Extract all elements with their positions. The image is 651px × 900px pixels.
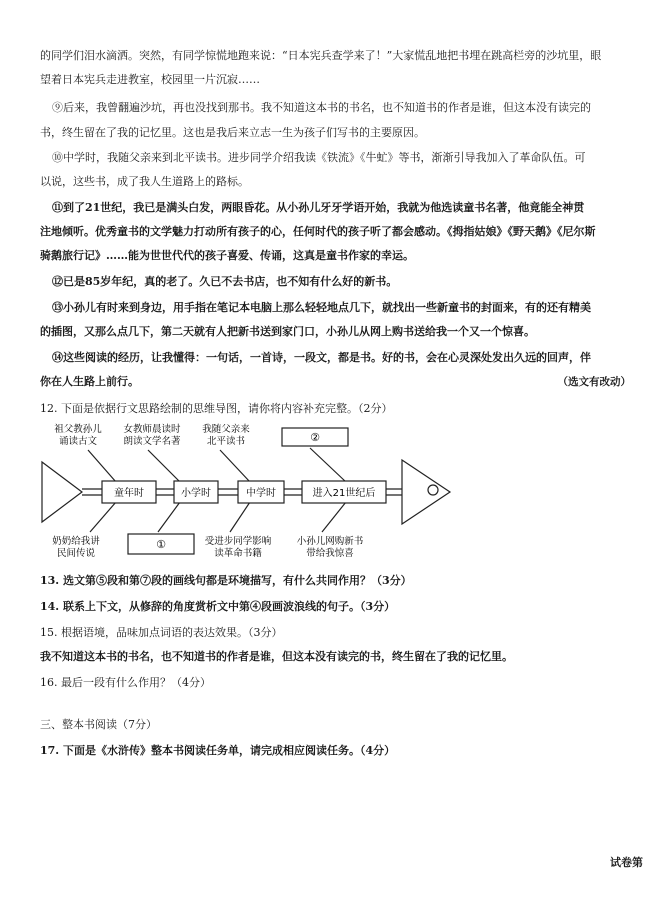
top-label: 女教师晨读时 [123, 424, 181, 435]
source-note: （选文有改动） [557, 376, 631, 388]
top-label: 我随父亲来 [202, 424, 250, 435]
passage-line: ⑭这些阅读的经历，让我懂得：一句话，一首诗，一段文，都是书。好的书，会在心灵深处发出久远的回声，伴 [52, 351, 591, 364]
passage-line: ⑩中学时，我随父亲来到北平读书。进步同学介绍我读《铁流》《牛虻》等书，渐渐引导我加入了革命队伍。可 [52, 151, 586, 164]
bottom-label: 带给我惊喜 [306, 548, 354, 559]
blank-marker: ② [310, 431, 320, 444]
spine-label: 进入21世纪后 [312, 488, 376, 499]
blank-marker: ① [156, 538, 166, 551]
bottom-label: 小孙儿网购新书 [296, 536, 364, 547]
fishbone-diagram [30, 420, 470, 560]
passage-line: 的同学们泪水滴洒。突然，有同学惊慌地跑来说：“日本宪兵查学来了！”大家慌乱地把书埋在跳高栏旁的沙坑里，眼 [40, 49, 602, 62]
top-label: 诵读古文 [58, 436, 98, 447]
spine-label: 童年时 [114, 488, 144, 499]
top-label: 北平读书 [206, 436, 246, 447]
spine-label: 小学时 [181, 488, 211, 499]
spine-label: 中学时 [246, 488, 276, 499]
question-12: 12. 下面是依据行文思路绘制的思维导图，请你将内容补充完整。（2分） [40, 402, 393, 415]
fish-tail [42, 462, 82, 522]
passage-line: 你在人生路上前行。 [40, 375, 139, 388]
passage-line: 望着日本宪兵走进教室，校园里一片沉寂…… [40, 73, 260, 86]
section-heading: 三、整本书阅读（7分） [40, 718, 157, 731]
question-13: 13. 选文第⑤段和第⑦段的画线句都是环境描写，有什么共同作用？（3分） [40, 574, 412, 587]
question-15-sentence: 我不知道这本书的书名，也不知道书的作者是谁，但这本没有读完的书，终生留在了我的记忆里。 [40, 650, 513, 663]
passage-line: 书，终生留在了我的记忆里。这也是我后来立志一生为孩子们写书的主要原因。 [40, 126, 425, 139]
passage-line: ⑬小孙儿有时来到身边，用手指在笔记本电脑上那么轻轻地点几下，就找出一些新童书的封面来，有的还有精美 [52, 301, 591, 314]
top-label: 祖父教孙儿 [54, 424, 102, 435]
fish-head [402, 460, 450, 524]
question-16: 16. 最后一段有什么作用？（4分） [40, 676, 211, 689]
page-footer: 试卷第 [610, 856, 643, 869]
top-label: 朗读文学名著 [123, 436, 181, 447]
passage-line: 注地倾听。优秀童书的文学魅力打动所有孩子的心，任何时代的孩子听了都会感动。《拇指姑娘》《野天鹅》《尼尔斯 [40, 225, 596, 238]
passage-line: 以说，这些书，成了我人生道路上的路标。 [40, 175, 249, 188]
bottom-label: 受进步同学影响 [204, 536, 272, 547]
question-14: 14. 联系上下文，从修辞的角度赏析文中第④段画波浪线的句子。（3分） [40, 600, 396, 613]
passage-line: ⑫已是85岁年纪，真的老了。久已不去书店，也不知有什么好的新书。 [52, 275, 398, 288]
question-17: 17. 下面是《水浒传》整本书阅读任务单，请完成相应阅读任务。（4分） [40, 744, 396, 757]
passage-line: ⑨后来，我曾翻遍沙坑，再也没找到那书。我不知道这本书的书名，也不知道书的作者是谁，但这本没有读完的 [52, 101, 591, 114]
question-15: 15. 根据语境，品味加点词语的表达效果。（3分） [40, 626, 283, 639]
passage-line: 的插图，又那么点几下，第二天就有人把新书送到家门口，小孙儿从网上购书送给我一个又一个惊喜。 [40, 325, 535, 338]
bottom-label: 民间传说 [56, 548, 96, 559]
bottom-label: 奶奶给我讲 [52, 536, 100, 547]
passage-line: ⑪到了21世纪，我已是满头白发，两眼昏花。从小孙儿牙牙学语开始，我就为他选读童书名著，他竟能全神贯 [52, 201, 585, 214]
passage-line: 骑鹅旅行记》……能为世世代代的孩子喜爱、传诵，这真是童书作家的幸运。 [40, 249, 414, 262]
bottom-label: 读革命书籍 [214, 548, 262, 559]
